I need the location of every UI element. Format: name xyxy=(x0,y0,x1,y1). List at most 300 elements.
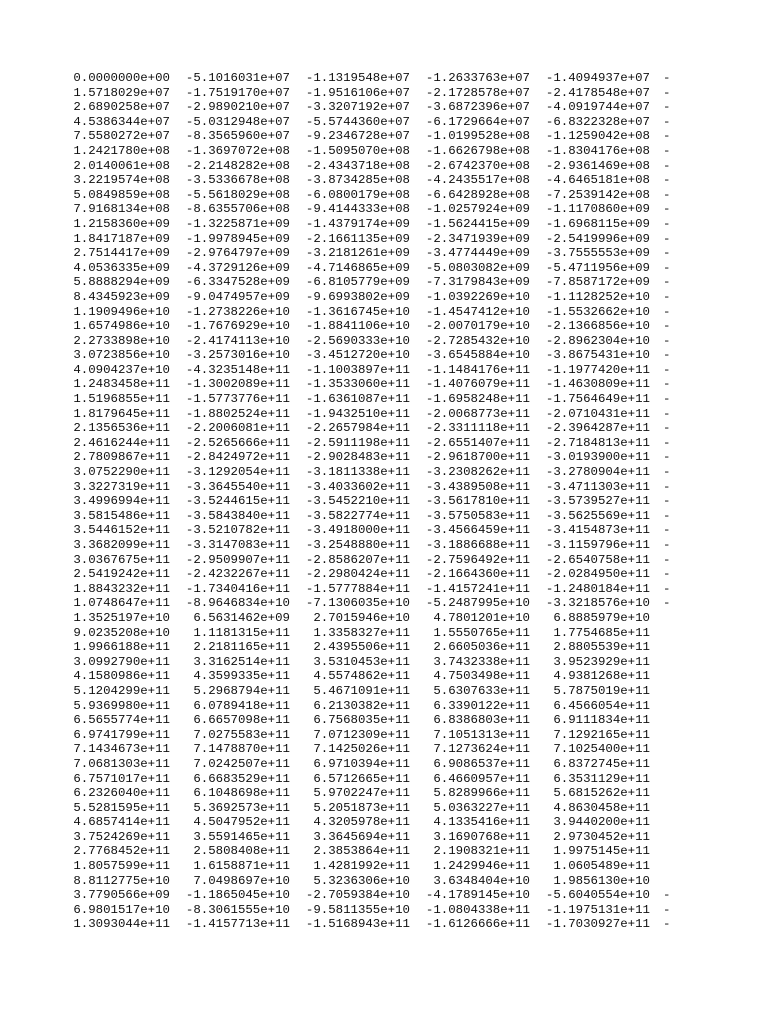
data-value: -1.7676929e+10 xyxy=(185,319,290,334)
data-value: -3.6545884e+10 xyxy=(425,348,530,363)
data-value: -1.1865045e+10 xyxy=(185,888,290,903)
data-row xyxy=(0,188,768,203)
data-value: -3.5452210e+11 xyxy=(305,494,410,509)
data-value: -1.3225871e+09 xyxy=(185,216,290,231)
data-value: 1.4281992e+11 xyxy=(313,859,410,874)
data-value: 3.0367675e+11 xyxy=(73,552,170,567)
continuation-marker: - xyxy=(663,333,671,348)
data-value: -1.0804338e+11 xyxy=(425,902,530,917)
data-row xyxy=(0,407,768,422)
data-value: -1.5777884e+11 xyxy=(305,581,410,596)
data-value: -1.7519170e+07 xyxy=(185,85,290,100)
data-value: -4.2435517e+08 xyxy=(425,173,530,188)
data-value: -2.7059384e+10 xyxy=(305,888,410,903)
data-row xyxy=(0,436,768,451)
data-value: 5.9369980e+11 xyxy=(73,698,170,713)
data-row xyxy=(0,640,768,655)
data-value: -1.4379174e+09 xyxy=(305,216,410,231)
data-value: -2.5265666e+11 xyxy=(185,435,290,450)
data-value: -2.2148282e+08 xyxy=(185,158,290,173)
data-value: -1.4076079e+11 xyxy=(425,377,530,392)
continuation-marker: - xyxy=(663,888,671,903)
data-value: -1.1003897e+11 xyxy=(305,362,410,377)
data-value: 2.1908321e+11 xyxy=(433,844,530,859)
data-row xyxy=(0,626,768,641)
data-value: 3.3645694e+11 xyxy=(313,829,410,844)
data-value: 6.9111834e+11 xyxy=(553,713,650,728)
data-value: 6.5655774e+11 xyxy=(73,713,170,728)
data-value: 3.3227319e+11 xyxy=(73,479,170,494)
data-value: -3.2573016e+10 xyxy=(185,348,290,363)
data-value: 1.8057599e+11 xyxy=(73,859,170,874)
data-value: -7.2539142e+08 xyxy=(545,187,650,202)
data-value: -3.1811338e+11 xyxy=(305,465,410,480)
data-value: -3.4154873e+11 xyxy=(545,523,650,538)
data-value: -2.1728578e+07 xyxy=(425,85,530,100)
data-value: 2.8805539e+11 xyxy=(553,640,650,655)
data-value: 3.7524269e+11 xyxy=(73,829,170,844)
data-value: 6.2130382e+11 xyxy=(313,698,410,713)
data-value: -3.3645540e+11 xyxy=(185,479,290,494)
data-value: 3.6348404e+10 xyxy=(433,873,530,888)
continuation-marker: - xyxy=(663,246,671,261)
data-value: 3.4996994e+11 xyxy=(73,494,170,509)
data-value: -2.3964287e+11 xyxy=(545,421,650,436)
data-value: -4.1789145e+10 xyxy=(425,888,530,903)
data-row xyxy=(0,611,768,626)
data-value: 2.3853864e+11 xyxy=(313,844,410,859)
data-value: -1.1484176e+11 xyxy=(425,362,530,377)
data-value: -2.5690333e+10 xyxy=(305,333,410,348)
data-value: 2.1356536e+11 xyxy=(73,421,170,436)
data-value: 3.5446152e+11 xyxy=(73,523,170,538)
data-value: 4.9381268e+11 xyxy=(553,669,650,684)
data-value: 5.0849859e+08 xyxy=(73,187,170,202)
data-value: -1.7030927e+11 xyxy=(545,917,650,932)
data-row xyxy=(0,202,768,217)
data-value: -2.1366856e+10 xyxy=(545,319,650,334)
data-row xyxy=(0,421,768,436)
data-value: -1.5532662e+10 xyxy=(545,304,650,319)
data-value: -1.0257924e+09 xyxy=(425,202,530,217)
data-value: 6.2326040e+11 xyxy=(73,786,170,801)
data-value: 6.7568035e+11 xyxy=(313,713,410,728)
data-value: 7.1478870e+11 xyxy=(193,742,290,757)
data-value: 3.7432338e+11 xyxy=(433,654,530,669)
data-value: -3.8675431e+10 xyxy=(545,348,650,363)
continuation-marker: - xyxy=(663,494,671,509)
data-row xyxy=(0,494,768,509)
data-row xyxy=(0,815,768,830)
data-value: -8.6355706e+08 xyxy=(185,202,290,217)
data-value: -1.4157713e+11 xyxy=(185,917,290,932)
data-value: -1.9978945e+09 xyxy=(185,231,290,246)
data-value: -2.2006081e+11 xyxy=(185,421,290,436)
data-value: 1.5196855e+11 xyxy=(73,392,170,407)
data-value: 4.3599335e+11 xyxy=(193,669,290,684)
data-value: -6.8322328e+07 xyxy=(545,114,650,129)
data-value: -3.5336678e+08 xyxy=(185,173,290,188)
continuation-marker: - xyxy=(663,71,671,85)
continuation-marker: - xyxy=(663,581,671,596)
data-value: -1.9432510e+11 xyxy=(305,406,410,421)
data-row xyxy=(0,86,768,101)
data-value: -1.7564649e+11 xyxy=(545,392,650,407)
data-row xyxy=(0,290,768,305)
data-row xyxy=(0,305,768,320)
data-value: -8.9646834e+10 xyxy=(185,596,290,611)
data-value: -2.7285432e+10 xyxy=(425,333,530,348)
data-value: 6.9710394e+11 xyxy=(313,756,410,771)
data-value: 6.7571017e+11 xyxy=(73,771,170,786)
data-value: 1.8179645e+11 xyxy=(73,406,170,421)
data-value: 2.7514417e+09 xyxy=(73,246,170,261)
data-value: 5.1204299e+11 xyxy=(73,683,170,698)
data-value: -4.3235148e+11 xyxy=(185,362,290,377)
data-value: 1.5550765e+11 xyxy=(433,625,530,640)
data-value: -5.2487995e+10 xyxy=(425,596,530,611)
data-value: -2.5419996e+09 xyxy=(545,231,650,246)
data-value: 5.2968794e+11 xyxy=(193,683,290,698)
data-value: -1.8802524e+11 xyxy=(185,406,290,421)
data-row xyxy=(0,115,768,130)
data-value: -5.0312948e+07 xyxy=(185,114,290,129)
data-value: -3.4033602e+11 xyxy=(305,479,410,494)
data-value: -3.4389508e+11 xyxy=(425,479,530,494)
data-value: -2.9361469e+08 xyxy=(545,158,650,173)
data-value: -2.4178548e+07 xyxy=(545,85,650,100)
data-row xyxy=(0,728,768,743)
continuation-marker: - xyxy=(663,362,671,377)
data-value: -1.1259042e+08 xyxy=(545,129,650,144)
data-value: -2.8586207e+11 xyxy=(305,552,410,567)
data-value: 4.7503498e+11 xyxy=(433,669,530,684)
data-row xyxy=(0,363,768,378)
continuation-marker: - xyxy=(663,173,671,188)
data-value: -3.2548880e+11 xyxy=(305,538,410,552)
continuation-marker: - xyxy=(663,450,671,465)
data-value: 1.1181315e+11 xyxy=(193,625,290,640)
data-value: 7.1025400e+11 xyxy=(553,742,650,757)
data-value: 4.5047952e+11 xyxy=(193,815,290,830)
data-value: -9.0474957e+09 xyxy=(185,289,290,304)
data-row xyxy=(0,465,768,480)
data-value: 4.5386344e+07 xyxy=(73,114,170,129)
data-value: -2.4174113e+10 xyxy=(185,333,290,348)
data-value: -3.4918000e+11 xyxy=(305,523,410,538)
data-value: -3.1159796e+11 xyxy=(545,538,650,552)
data-value: 6.0789418e+11 xyxy=(193,698,290,713)
data-value: -3.5625569e+11 xyxy=(545,508,650,523)
data-value: 3.0723856e+10 xyxy=(73,348,170,363)
data-value: -3.2181261e+09 xyxy=(305,246,410,261)
data-value: 5.4671091e+11 xyxy=(313,683,410,698)
data-value: -2.9764797e+09 xyxy=(185,246,290,261)
data-value: -4.0919744e+07 xyxy=(545,100,650,115)
data-value: -1.1128252e+10 xyxy=(545,289,650,304)
continuation-marker: - xyxy=(663,216,671,231)
data-row xyxy=(0,144,768,159)
data-value: 6.9741799e+11 xyxy=(73,727,170,742)
data-value: -2.7596492e+11 xyxy=(425,552,530,567)
continuation-marker: - xyxy=(663,377,671,392)
data-value: 3.5815486e+11 xyxy=(73,508,170,523)
data-row xyxy=(0,757,768,772)
data-row xyxy=(0,844,768,859)
data-value: 2.6890258e+07 xyxy=(73,100,170,115)
continuation-marker: - xyxy=(663,202,671,217)
data-value: 4.6857414e+11 xyxy=(73,815,170,830)
continuation-marker: - xyxy=(663,100,671,115)
data-value: -5.0803082e+09 xyxy=(425,260,530,275)
data-value: -2.0070179e+10 xyxy=(425,319,530,334)
data-value: -4.6465181e+08 xyxy=(545,173,650,188)
data-value: -9.2346728e+07 xyxy=(305,129,410,144)
data-value: 2.7809867e+11 xyxy=(73,450,170,465)
data-value: 4.1335416e+11 xyxy=(433,815,530,830)
data-value: 6.9086537e+11 xyxy=(433,756,530,771)
data-row xyxy=(0,71,768,86)
data-value: -2.6540758e+11 xyxy=(545,552,650,567)
continuation-marker: - xyxy=(663,538,671,552)
data-value: 2.5419242e+11 xyxy=(73,567,170,582)
data-value: -5.6040554e+10 xyxy=(545,888,650,903)
data-value: 4.1580986e+11 xyxy=(73,669,170,684)
data-value: 5.3236306e+10 xyxy=(313,873,410,888)
data-value: -4.3729126e+09 xyxy=(185,260,290,275)
continuation-marker: - xyxy=(663,479,671,494)
data-value: -2.2657984e+11 xyxy=(305,421,410,436)
data-value: 2.6605036e+11 xyxy=(433,640,530,655)
data-value: -2.7184813e+11 xyxy=(545,435,650,450)
data-value: -1.2633763e+07 xyxy=(425,71,530,85)
data-row xyxy=(0,553,768,568)
data-value: 6.6657098e+11 xyxy=(193,713,290,728)
data-row xyxy=(0,246,768,261)
data-value: -3.5750583e+11 xyxy=(425,508,530,523)
data-value: 1.5718029e+07 xyxy=(73,85,170,100)
data-value: 5.6307633e+11 xyxy=(433,683,530,698)
data-value: -2.9890210e+07 xyxy=(185,100,290,115)
data-value: 7.1051313e+11 xyxy=(433,727,530,742)
data-value: 4.5574862e+11 xyxy=(313,669,410,684)
data-row xyxy=(0,377,768,392)
data-value: -3.5617810e+11 xyxy=(425,494,530,509)
continuation-marker: - xyxy=(663,231,671,246)
continuation-marker: - xyxy=(663,348,671,363)
data-value: -1.6126666e+11 xyxy=(425,917,530,932)
data-value: -1.6626798e+08 xyxy=(425,143,530,158)
data-value: -1.6958248e+11 xyxy=(425,392,530,407)
data-value: 6.4660957e+11 xyxy=(433,771,530,786)
data-value: 8.8112775e+10 xyxy=(73,873,170,888)
data-value: -3.5822774e+11 xyxy=(305,508,410,523)
data-row xyxy=(0,713,768,728)
data-value: 1.2158360e+09 xyxy=(73,216,170,231)
data-row xyxy=(0,655,768,670)
data-value: 6.5631462e+09 xyxy=(193,610,290,625)
data-value: -3.5244615e+11 xyxy=(185,494,290,509)
data-value: -1.1975131e+11 xyxy=(545,902,650,917)
data-value: 6.9801517e+10 xyxy=(73,902,170,917)
data-value: -2.8962304e+10 xyxy=(545,333,650,348)
data-value: 6.1048698e+11 xyxy=(193,786,290,801)
data-value: -1.4157241e+11 xyxy=(425,581,530,596)
data-value: -1.5168943e+11 xyxy=(305,917,410,932)
data-row xyxy=(0,261,768,276)
data-value: -7.8587172e+09 xyxy=(545,275,650,290)
continuation-marker: - xyxy=(663,523,671,538)
data-row xyxy=(0,669,768,684)
continuation-marker: - xyxy=(663,289,671,304)
data-value: 1.1909496e+10 xyxy=(73,304,170,319)
numeric-data-listing xyxy=(0,71,768,932)
data-value: 4.3205978e+11 xyxy=(313,815,410,830)
data-value: 2.0140061e+08 xyxy=(73,158,170,173)
data-value: -6.8105779e+09 xyxy=(305,275,410,290)
continuation-marker: - xyxy=(663,567,671,582)
data-row xyxy=(0,859,768,874)
data-row xyxy=(0,699,768,714)
continuation-marker: - xyxy=(663,421,671,436)
data-value: -2.1664360e+11 xyxy=(425,567,530,582)
data-value: -3.3207192e+07 xyxy=(305,100,410,115)
data-value: 6.8372745e+11 xyxy=(553,756,650,771)
data-row xyxy=(0,392,768,407)
data-value: 6.8386803e+11 xyxy=(433,713,530,728)
data-value: 3.2219574e+08 xyxy=(73,173,170,188)
data-value: 3.7790566e+09 xyxy=(73,888,170,903)
data-value: 1.0748647e+11 xyxy=(73,596,170,611)
data-value: 1.6574986e+10 xyxy=(73,319,170,334)
data-row xyxy=(0,917,768,932)
data-value: 1.6158871e+11 xyxy=(193,859,290,874)
data-value: 2.7015946e+10 xyxy=(313,610,410,625)
data-row xyxy=(0,742,768,757)
data-value: -1.2480184e+11 xyxy=(545,581,650,596)
data-row xyxy=(0,888,768,903)
data-value: 7.1434673e+11 xyxy=(73,742,170,757)
data-value: 1.3093044e+11 xyxy=(73,917,170,932)
data-value: -3.4512720e+10 xyxy=(305,348,410,363)
continuation-marker: - xyxy=(663,902,671,917)
data-value: -4.7146865e+09 xyxy=(305,260,410,275)
data-row xyxy=(0,509,768,524)
data-value: -1.1170860e+09 xyxy=(545,202,650,217)
data-value: -5.5618029e+08 xyxy=(185,187,290,202)
data-value: -3.4774449e+09 xyxy=(425,246,530,261)
data-row xyxy=(0,684,768,699)
data-value: 0.0000000e+00 xyxy=(73,71,170,85)
data-value: 5.8888294e+09 xyxy=(73,275,170,290)
data-row xyxy=(0,348,768,363)
data-value: 6.3390122e+11 xyxy=(433,698,530,713)
data-row xyxy=(0,523,768,538)
data-value: -3.1886688e+11 xyxy=(425,538,530,552)
continuation-marker: - xyxy=(663,917,671,932)
data-value: 7.0681303e+11 xyxy=(73,756,170,771)
data-value: -7.1306035e+10 xyxy=(305,596,410,611)
data-value: -6.6428928e+08 xyxy=(425,187,530,202)
data-value: -1.5095070e+08 xyxy=(305,143,410,158)
data-value: 7.1273624e+11 xyxy=(433,742,530,757)
data-row xyxy=(0,786,768,801)
data-row xyxy=(0,596,768,611)
data-value: -1.0392269e+10 xyxy=(425,289,530,304)
data-value: -1.6361087e+11 xyxy=(305,392,410,407)
continuation-marker: - xyxy=(663,465,671,480)
data-value: -5.1016031e+07 xyxy=(185,71,290,85)
data-value: -3.3218576e+10 xyxy=(545,596,650,611)
data-value: -1.5773776e+11 xyxy=(185,392,290,407)
data-value: 1.3525197e+10 xyxy=(73,610,170,625)
data-value: 1.8843232e+11 xyxy=(73,581,170,596)
data-value: 1.0605489e+11 xyxy=(553,859,650,874)
data-value: -1.7340416e+11 xyxy=(185,581,290,596)
data-value: -2.4343718e+08 xyxy=(305,158,410,173)
data-value: 1.3358327e+11 xyxy=(313,625,410,640)
data-value: 7.5580272e+07 xyxy=(73,129,170,144)
data-value: -1.3533060e+11 xyxy=(305,377,410,392)
data-value: 2.4395506e+11 xyxy=(313,640,410,655)
data-value: 3.9523929e+11 xyxy=(553,654,650,669)
data-value: -2.3311118e+11 xyxy=(425,421,530,436)
data-row xyxy=(0,100,768,115)
data-value: 1.9856130e+10 xyxy=(553,873,650,888)
data-row xyxy=(0,801,768,816)
data-value: 7.0275583e+11 xyxy=(193,727,290,742)
data-value: -1.1319548e+07 xyxy=(305,71,410,85)
data-value: 3.0992790e+11 xyxy=(73,654,170,669)
data-value: -2.9028483e+11 xyxy=(305,450,410,465)
data-value: -9.4144333e+08 xyxy=(305,202,410,217)
data-value: -9.5811355e+10 xyxy=(305,902,410,917)
continuation-marker: - xyxy=(663,85,671,100)
data-value: 2.7768452e+11 xyxy=(73,844,170,859)
data-value: 3.5591465e+11 xyxy=(193,829,290,844)
data-row xyxy=(0,903,768,918)
data-value: 5.6815262e+11 xyxy=(553,786,650,801)
data-value: 5.7875019e+11 xyxy=(553,683,650,698)
data-value: 7.0498697e+10 xyxy=(193,873,290,888)
data-value: -5.5744360e+07 xyxy=(305,114,410,129)
data-value: -3.5739527e+11 xyxy=(545,494,650,509)
continuation-marker: - xyxy=(663,275,671,290)
data-value: -2.4232267e+11 xyxy=(185,567,290,582)
data-value: 5.8289966e+11 xyxy=(433,786,530,801)
data-value: -3.2780904e+11 xyxy=(545,465,650,480)
data-row xyxy=(0,334,768,349)
data-value: 3.9440200e+11 xyxy=(553,815,650,830)
data-value: 7.9168134e+08 xyxy=(73,202,170,217)
data-row xyxy=(0,129,768,144)
data-value: 6.5712665e+11 xyxy=(313,771,410,786)
data-value: 7.1292165e+11 xyxy=(553,727,650,742)
data-value: -7.3179843e+09 xyxy=(425,275,530,290)
data-value: -1.5624415e+09 xyxy=(425,216,530,231)
data-value: -3.7555553e+09 xyxy=(545,246,650,261)
data-value: -1.6968115e+09 xyxy=(545,216,650,231)
continuation-marker: - xyxy=(663,596,671,611)
data-value: 3.1690768e+11 xyxy=(433,829,530,844)
data-value: -3.1292054e+11 xyxy=(185,465,290,480)
continuation-marker: - xyxy=(663,392,671,407)
continuation-marker: - xyxy=(663,129,671,144)
data-value: 7.0242507e+11 xyxy=(193,756,290,771)
data-value: 6.6683529e+11 xyxy=(193,771,290,786)
data-value: 1.8417187e+09 xyxy=(73,231,170,246)
data-value: -3.4711303e+11 xyxy=(545,479,650,494)
